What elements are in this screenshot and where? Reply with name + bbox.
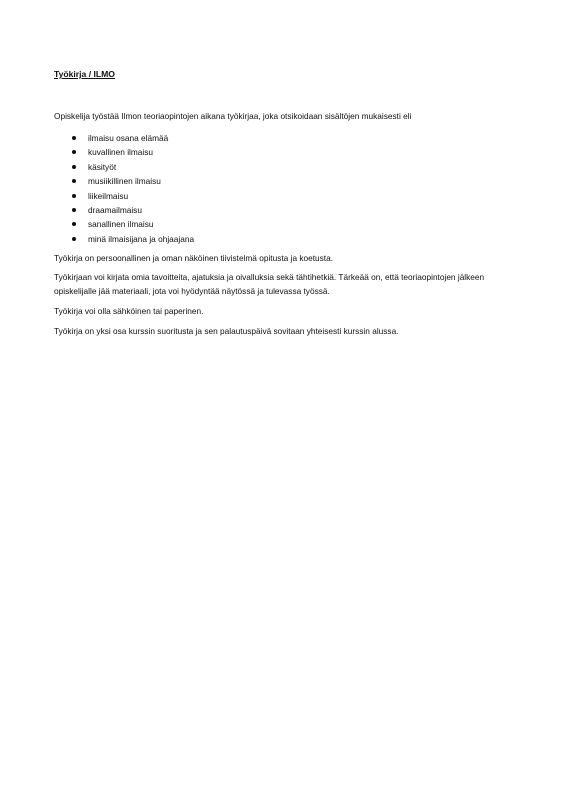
list-item <box>54 160 514 174</box>
topic-list <box>54 131 514 246</box>
list-item-text: musiikillinen ilmaisu <box>88 176 161 187</box>
bullet-icon <box>72 194 76 198</box>
list-item-text: minä ilmaisijana ja ohjaajana <box>88 233 195 244</box>
bullet-icon <box>72 208 76 212</box>
list-item-text: liikeilmaisu <box>88 190 129 201</box>
bullet-icon <box>72 237 76 241</box>
body-paragraph: Työkirjaan voi kirjata omia tavoitteita, ajatuksia ja oivalluksia sekä tähtihetkiä. Tärkeää on, että teoriaopintojen jälkeen opiskelijalle jää materiaali, jota voi hyödyntää näytössä ja tulevassa työssä. <box>54 272 485 297</box>
bullet-icon <box>72 136 76 140</box>
list-item-text: käsityöt <box>88 161 117 172</box>
document-title: Työkirja / ILMO <box>54 69 115 79</box>
list-item <box>54 145 514 159</box>
list-item <box>54 203 514 217</box>
list-item <box>54 131 514 145</box>
body-paragraph: Työkirja voi olla sähköinen tai paperinen. <box>54 306 204 317</box>
document-content <box>54 69 514 338</box>
list-item <box>54 232 514 246</box>
list-item-text: draamailmaisu <box>88 205 142 216</box>
intro-paragraph: Opiskelija työstää Ilmon teoriaopintojen aikana työkirjaa, joka otsikoidaan sisältöjen mukaisesti eli <box>54 111 412 121</box>
list-item-text: sanallinen ilmaisu <box>88 219 154 230</box>
bullet-icon <box>72 179 76 183</box>
body-paragraph: Työkirja on persoonallinen ja oman näköinen tiivistelmä opitusta ja koetusta. <box>54 253 334 264</box>
body-paragraph: Työkirja on yksi osa kurssin suoritusta ja sen palautuspäivä sovitaan yhteisesti kurssin alussa. <box>54 326 399 337</box>
bullet-icon <box>72 165 76 169</box>
bullet-icon <box>72 222 76 226</box>
list-item <box>54 217 514 231</box>
list-item-text: ilmaisu osana elämää <box>88 133 169 143</box>
list-item-text: kuvallinen ilmaisu <box>88 147 154 158</box>
list-item <box>54 174 514 188</box>
bullet-icon <box>72 150 76 154</box>
list-item <box>54 189 514 203</box>
